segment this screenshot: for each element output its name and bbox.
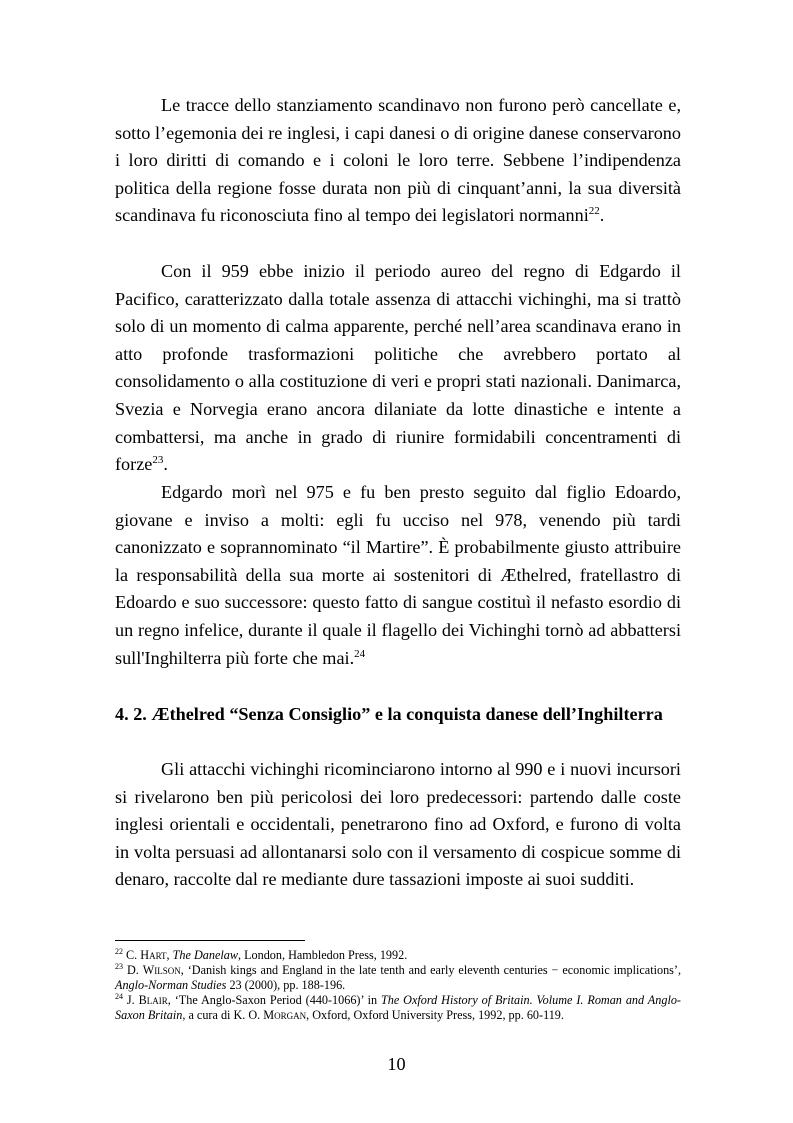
footnote-ref-24[interactable]: 24 <box>354 647 366 660</box>
footnote-divider <box>115 940 305 941</box>
paragraph-3-text: Edgardo morì nel 975 e fu ben presto seguito dal figlio Edoardo, giovane e inviso a molti: egli fu ucciso nel 978, venendo più tardi canonizzato e soprannominato “il Martire”. È probabilmente giusto attribuire la responsabilità della sua morte ai sostenitori di Æthelred, fratellastro di Edoardo e suo successore: questo fatto di sangue costituì il nefasto esordio di un regno infelice, durante il quale il flagello dei Vichinghi tornò ad abbattersi sull'Inghilterra più forte che mai. <box>115 482 681 668</box>
footnote-title: Anglo-Norman Studies <box>115 978 227 992</box>
paragraph-2-tail: . <box>163 454 168 475</box>
footnote-number: 22 <box>115 946 123 956</box>
footnote-title: The Oxford History of Britain. Volume I. Roman and Anglo-Saxon Britain <box>115 993 681 1022</box>
footnote-author: Wilson <box>142 963 181 977</box>
paragraph-4: Gli attacchi vichinghi ricominciarono intorno al 990 e i nuovi incursori si rivelarono ben più pericolosi dei loro predecessori: partendo dalle coste inglesi orientali e occidentali, penetrarono fino ad Oxford, e furono di volta in volta persuasi ad allontanarsi solo con il versamento di cospicue somme di denaro, raccolte dal re mediante dure tassazioni imposte ai suoi sudditi. <box>115 759 681 890</box>
paragraph-1 <box>115 92 681 230</box>
footnote-22 <box>115 948 681 963</box>
footnote-24 <box>115 993 681 1023</box>
paragraph-1-tail: . <box>599 205 605 226</box>
footnote-editor: Morgan <box>263 1008 307 1022</box>
footnote-number: 24 <box>115 991 123 1001</box>
paragraph-3 <box>115 479 681 672</box>
paragraph-1-text: Le tracce dello stanziamento scandinavo non furono però cancellate e, sotto l’egemonia dei re inglesi, i capi danesi o di origine danese conservarono i loro diritti di comando e i coloni le loro terre. Sebbene l’indipendenza politica della regione fosse durata non più di cinquant’anni, la sua diversità scandinava fu riconosciuta fino al tempo dei legislatori normanni <box>115 95 681 226</box>
footnote-text: 23 (2000), pp. 188-196. <box>226 978 346 992</box>
footnote-text: , Oxford, Oxford University Press, 1992, pp. 60-119. <box>306 1008 564 1022</box>
footnotes <box>115 948 681 1023</box>
footnote-title: The Danelaw <box>172 948 238 962</box>
paragraph-2 <box>115 258 681 479</box>
section-heading: 4. 2. Æthelred “Senza Consiglio” e la conquista danese dell’Inghilterra <box>115 704 663 724</box>
footnote-author-initial: D. <box>126 963 143 977</box>
footnote-author-initial: C. <box>126 948 141 962</box>
footnote-author-initial: J. <box>126 993 139 1007</box>
paragraph-2-text: Con il 959 ebbe inizio il periodo aureo del regno di Edgardo il Pacifico, caratterizzato dalla totale assenza di attacchi vichinghi, ma si trattò solo di un momento di calma apparente, perché nell’area scandinava erano in atto profonde trasformazioni politiche che avrebbero portato al consolidamento o alla costituzione di veri e propri stati nazionali. Danimarca, Svezia e Norvegia erano ancora dilaniate da lotte dinastiche e intente a combattersi, ma anche in grado di riunire formidabili concentramenti di forze <box>115 261 681 475</box>
footnote-text: , London, Hambledon Press, 1992. <box>237 948 408 962</box>
footnote-text: , ‘Danish kings and England in the late tenth and early eleventh centuries − economic implications’, <box>180 963 682 977</box>
footnote-ref-22[interactable]: 22 <box>588 205 600 218</box>
footnote-author: Blair <box>138 993 168 1007</box>
footnote-text: , ‘The Anglo-Saxon Period (440-1066)’ in <box>167 993 381 1007</box>
footnote-text: , a cura di K. O. <box>182 1008 264 1022</box>
footnote-ref-23[interactable]: 23 <box>152 454 164 467</box>
footnote-text: , <box>166 948 173 962</box>
footnote-number: 23 <box>115 961 123 971</box>
footnote-23 <box>115 963 681 993</box>
page-number: 10 <box>387 1054 406 1074</box>
footnote-author: Hart <box>140 948 167 962</box>
